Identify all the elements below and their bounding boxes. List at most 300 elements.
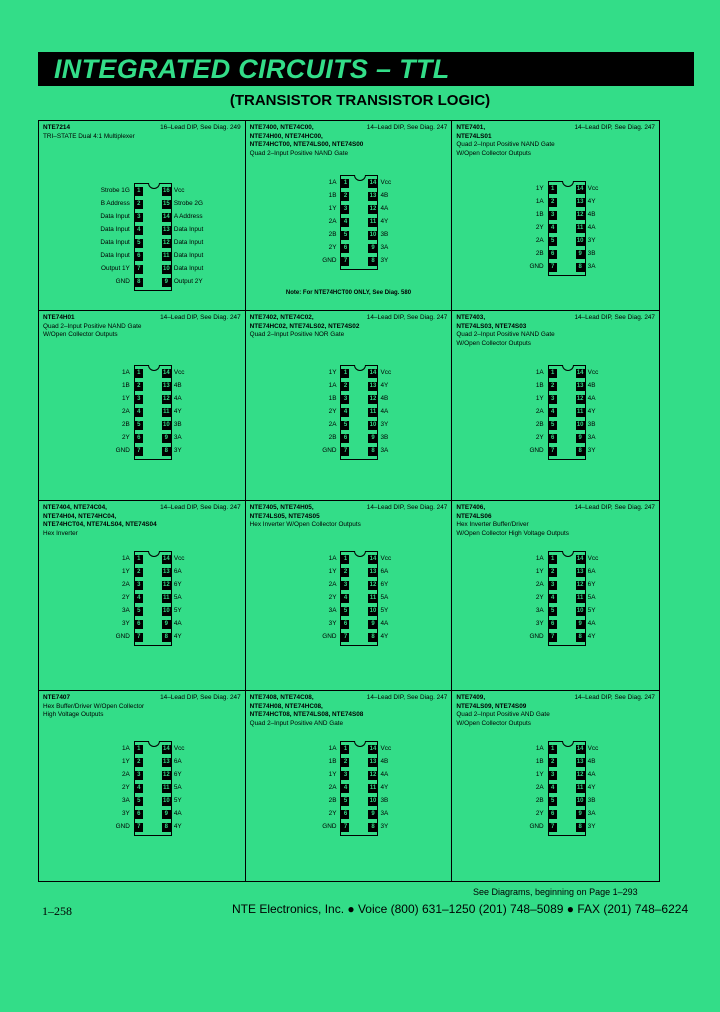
pin-number-left: 7 bbox=[135, 823, 143, 832]
pin-label-left: GND bbox=[115, 633, 130, 640]
pin-number-right: 14 bbox=[576, 746, 584, 752]
pin-row bbox=[474, 222, 638, 235]
pin-row bbox=[474, 553, 638, 566]
pin-row bbox=[474, 605, 638, 618]
pin-number-right: 8 bbox=[368, 823, 377, 832]
package-info: 16–Lead DIP, See Diag. 249 bbox=[160, 124, 241, 131]
pin-label-left: 1A bbox=[122, 555, 130, 562]
pin-number-right: 10 bbox=[369, 608, 377, 614]
pin-number-left: 1 bbox=[341, 555, 349, 564]
pin-number-left: 4 bbox=[549, 224, 557, 233]
pin-number-left: 4 bbox=[135, 408, 143, 417]
part-numbers: NTE7403, NTE74LS03, NTE74S03 bbox=[456, 314, 527, 330]
pinout-diagram bbox=[60, 185, 224, 289]
pin-number-left: 1 bbox=[135, 187, 143, 196]
pin-row bbox=[266, 203, 430, 216]
package-info: 14–Lead DIP, See Diag. 247 bbox=[160, 314, 241, 321]
pin-label-right: 3A bbox=[380, 447, 389, 454]
pin-label-right: 6Y bbox=[380, 581, 389, 588]
pin-label-right: 4A bbox=[173, 810, 182, 817]
ic-description: Hex Inverter Buffer/Driver W/Open Collector High Voltage Outputs bbox=[456, 521, 569, 537]
pin-number-right: 13 bbox=[369, 383, 377, 389]
pin-label-right: Output 2Y bbox=[173, 278, 203, 285]
pin-number-left: 5 bbox=[341, 231, 349, 240]
pin-number-right: 13 bbox=[576, 759, 584, 765]
pin-number-right: 11 bbox=[369, 785, 377, 791]
pin-label-right: 4Y bbox=[380, 633, 389, 640]
ic-cell bbox=[452, 501, 659, 691]
pin-number-right: 12 bbox=[369, 206, 377, 212]
pin-label-right: 3B bbox=[587, 797, 596, 804]
ic-cell bbox=[452, 121, 659, 311]
pin-label-left: 1Y bbox=[328, 568, 337, 575]
pin-label-right: 4Y bbox=[380, 218, 389, 225]
pin-number-right: 13 bbox=[162, 759, 170, 765]
pin-number-left: 6 bbox=[341, 244, 349, 253]
pin-label-right: Data Input bbox=[173, 252, 204, 259]
pin-label-right: 6Y bbox=[173, 581, 182, 588]
pin-label-right: Vcc bbox=[587, 369, 599, 376]
ic-description: Quad 2–Input Positive NOR Gate bbox=[249, 331, 345, 339]
pin-label-right: 3Y bbox=[380, 823, 389, 830]
ic-description: Quad 2–Input Positive AND Gate W/Open Collector Outputs bbox=[456, 711, 550, 727]
part-numbers: NTE7404, NTE74C04, NTE74H04, NTE74HC04, NTE74HCT04, NTE74LS04, NTE74S04 bbox=[43, 504, 157, 529]
pin-label-left: 1A bbox=[328, 179, 337, 186]
pin-number-right: 10 bbox=[162, 798, 170, 804]
pin-label-left: 2Y bbox=[122, 594, 130, 601]
pin-row bbox=[266, 631, 430, 644]
pin-row bbox=[60, 367, 224, 380]
pin-number-right: 13 bbox=[369, 569, 377, 575]
pin-label-left: 1A bbox=[122, 745, 130, 752]
pin-label-left: 1A bbox=[535, 369, 544, 376]
pin-number-left: 3 bbox=[341, 395, 349, 404]
pin-row bbox=[60, 380, 224, 393]
pin-row bbox=[60, 782, 224, 795]
pin-label-right: 3A bbox=[587, 810, 596, 817]
ic-header bbox=[43, 124, 241, 133]
pin-number-right: 13 bbox=[576, 569, 584, 575]
pin-number-right: 10 bbox=[576, 798, 584, 804]
pin-number-left: 1 bbox=[135, 555, 143, 564]
pin-number-left: 5 bbox=[549, 421, 557, 430]
pin-label-right: 4B bbox=[380, 758, 389, 765]
pin-label-left: 3Y bbox=[122, 620, 130, 627]
pin-label-left: 1Y bbox=[328, 205, 337, 212]
contact-line: NTE Electronics, Inc. ● Voice (800) 631–1250 (201) 748–5089 ● FAX (201) 748–6224 bbox=[232, 902, 689, 916]
ic-cell bbox=[246, 691, 453, 881]
pin-label-left: 1A bbox=[122, 369, 130, 376]
ic-description: Hex Inverter bbox=[43, 529, 78, 537]
pin-row bbox=[60, 553, 224, 566]
pin-number-right: 14 bbox=[162, 214, 170, 220]
pin-row bbox=[266, 393, 430, 406]
pin-row bbox=[266, 795, 430, 808]
pin-label-left: GND bbox=[322, 257, 337, 264]
pin-label-left: 2Y bbox=[535, 810, 544, 817]
pin-number-left: 5 bbox=[341, 607, 349, 616]
pin-row bbox=[266, 432, 430, 445]
package-info: 14–Lead DIP, See Diag. 247 bbox=[366, 504, 448, 511]
package-info: 14–Lead DIP, See Diag. 247 bbox=[366, 314, 448, 321]
pin-number-left: 6 bbox=[549, 434, 557, 443]
pin-row bbox=[266, 177, 430, 190]
pin-number-right: 11 bbox=[163, 595, 170, 601]
pin-number-left: 2 bbox=[135, 568, 143, 577]
pin-row bbox=[266, 553, 430, 566]
pin-number-right: 9 bbox=[368, 810, 377, 819]
pin-number-left: 2 bbox=[549, 382, 557, 391]
pin-row bbox=[60, 605, 224, 618]
pin-label-left: 1Y bbox=[535, 771, 544, 778]
pin-row bbox=[266, 566, 430, 579]
pin-row bbox=[60, 618, 224, 631]
pin-number-left: 6 bbox=[341, 434, 349, 443]
pin-row bbox=[474, 432, 638, 445]
pin-number-left: 2 bbox=[341, 758, 349, 767]
pin-number-left: 3 bbox=[135, 213, 143, 222]
pin-label-right: Vcc bbox=[173, 745, 185, 752]
pin-label-left: 2Y bbox=[535, 594, 544, 601]
pin-number-right: 10 bbox=[162, 422, 170, 428]
pin-number-left: 4 bbox=[135, 226, 143, 235]
pin-number-right: 9 bbox=[368, 244, 377, 253]
pin-number-right: 14 bbox=[162, 746, 170, 752]
pin-label-left: 1Y bbox=[122, 758, 130, 765]
pin-label-right: 3A bbox=[587, 434, 596, 441]
pin-row bbox=[474, 808, 638, 821]
pin-number-left: 7 bbox=[549, 823, 557, 832]
pin-label-left: B Address bbox=[100, 200, 130, 207]
pin-number-right: 9 bbox=[576, 810, 585, 819]
pin-number-left: 6 bbox=[135, 434, 143, 443]
pin-number-right: 8 bbox=[162, 823, 171, 832]
pin-number-left: 3 bbox=[549, 771, 557, 780]
pin-label-left: 2A bbox=[122, 581, 130, 588]
pin-number-right: 10 bbox=[576, 238, 584, 244]
pin-label-right: 6Y bbox=[587, 581, 596, 588]
pin-number-right: 11 bbox=[163, 785, 170, 791]
pin-number-right: 11 bbox=[163, 253, 170, 259]
pin-row bbox=[60, 419, 224, 432]
pin-label-right: 5Y bbox=[587, 607, 596, 614]
pin-row bbox=[266, 756, 430, 769]
pin-number-left: 7 bbox=[549, 633, 557, 642]
pin-label-right: 6A bbox=[587, 568, 596, 575]
pin-number-left: 4 bbox=[549, 408, 557, 417]
pin-label-right: 4A bbox=[587, 224, 596, 231]
pin-row bbox=[474, 261, 638, 274]
pin-number-left: 7 bbox=[549, 447, 557, 456]
pin-number-left: 2 bbox=[135, 758, 143, 767]
pin-label-right: 4A bbox=[587, 620, 596, 627]
pin-label-left: 1B bbox=[122, 382, 130, 389]
pin-number-left: 7 bbox=[135, 265, 143, 274]
pin-label-left: 1B bbox=[328, 192, 337, 199]
pin-label-left: 3Y bbox=[328, 620, 337, 627]
pin-label-left: 2A bbox=[535, 784, 544, 791]
pin-number-left: 2 bbox=[341, 382, 349, 391]
pin-label-left: 1Y bbox=[328, 369, 337, 376]
ic-header bbox=[456, 694, 655, 711]
pin-number-right: 8 bbox=[576, 263, 585, 272]
pin-number-right: 12 bbox=[576, 772, 584, 778]
pin-number-left: 3 bbox=[135, 771, 143, 780]
pin-label-right: 6Y bbox=[173, 771, 182, 778]
pin-label-right: 4Y bbox=[380, 784, 389, 791]
pin-row bbox=[60, 743, 224, 756]
pin-row bbox=[60, 198, 224, 211]
pin-row bbox=[60, 579, 224, 592]
pin-number-left: 1 bbox=[549, 555, 557, 564]
ic-description: Hex Inverter W/Open Collector Outputs bbox=[249, 521, 361, 529]
package-info: 14–Lead DIP, See Diag. 247 bbox=[574, 694, 655, 701]
ic-header bbox=[43, 314, 241, 323]
see-diagrams-note: See Diagrams, beginning on Page 1–293 bbox=[473, 887, 638, 897]
pin-label-right: 3Y bbox=[587, 823, 596, 830]
pin-label-left: 2B bbox=[122, 421, 130, 428]
ic-header bbox=[43, 694, 241, 703]
pin-number-left: 7 bbox=[135, 633, 143, 642]
pin-number-right: 9 bbox=[576, 434, 585, 443]
page-number: 1–258 bbox=[42, 904, 72, 918]
part-numbers: NTE7406, NTE74LS06 bbox=[456, 504, 492, 520]
pin-number-left: 5 bbox=[549, 797, 557, 806]
pin-row bbox=[60, 756, 224, 769]
pin-number-right: 16 bbox=[162, 188, 170, 194]
pin-label-right: 6A bbox=[173, 568, 182, 575]
ic-description: Quad 2–Input Positive NAND Gate W/Open Collector Outputs bbox=[456, 141, 555, 157]
pin-number-right: 14 bbox=[369, 180, 377, 186]
pin-row bbox=[266, 216, 430, 229]
pin-number-left: 4 bbox=[135, 784, 143, 793]
pin-number-right: 11 bbox=[369, 409, 377, 415]
pin-number-left: 5 bbox=[135, 239, 143, 248]
pin-label-right: 4A bbox=[173, 620, 182, 627]
pin-row bbox=[474, 419, 638, 432]
pin-number-right: 10 bbox=[162, 266, 170, 272]
ic-description: TRI–STATE Dual 4:1 Multiplexer bbox=[43, 132, 135, 140]
pin-number-left: 7 bbox=[341, 257, 349, 266]
pin-label-left: 2Y bbox=[122, 784, 130, 791]
pin-number-right: 12 bbox=[576, 582, 584, 588]
ic-description: Quad 2–Input Positive NAND Gate W/Open Collector Outputs bbox=[43, 322, 142, 339]
pin-label-left: 1A bbox=[535, 555, 544, 562]
pin-row bbox=[60, 445, 224, 458]
pin-label-left: 2A bbox=[328, 581, 337, 588]
pin-row bbox=[266, 367, 430, 380]
ic-cell bbox=[246, 121, 453, 311]
pin-number-left: 4 bbox=[341, 594, 349, 603]
pin-label-right: Vcc bbox=[587, 185, 599, 192]
pin-label-left: 2B bbox=[328, 797, 337, 804]
pin-label-right: 4Y bbox=[173, 823, 182, 830]
pin-number-right: 10 bbox=[369, 232, 377, 238]
pin-label-left: GND bbox=[529, 633, 544, 640]
pin-row bbox=[266, 743, 430, 756]
pin-number-right: 14 bbox=[369, 556, 377, 562]
pin-row bbox=[474, 406, 638, 419]
package-info: 14–Lead DIP, See Diag. 247 bbox=[160, 504, 241, 511]
pin-label-left: 1B bbox=[328, 395, 337, 402]
pin-number-left: 5 bbox=[135, 607, 143, 616]
pin-row bbox=[474, 367, 638, 380]
pin-row bbox=[60, 769, 224, 782]
pin-row bbox=[60, 276, 224, 289]
pin-number-left: 1 bbox=[549, 369, 557, 378]
pin-label-right: 5A bbox=[587, 594, 596, 601]
package-info: 14–Lead DIP, See Diag. 247 bbox=[366, 124, 448, 131]
pin-number-left: 6 bbox=[549, 250, 557, 259]
pin-number-right: 9 bbox=[162, 278, 171, 287]
pin-number-right: 14 bbox=[369, 370, 377, 376]
pin-row bbox=[474, 769, 638, 782]
ic-cell bbox=[39, 691, 246, 881]
pin-label-left: 2A bbox=[122, 771, 130, 778]
pin-label-right: 5Y bbox=[173, 607, 182, 614]
pin-number-right: 12 bbox=[576, 212, 584, 218]
ic-cell bbox=[246, 501, 453, 691]
pin-label-left: 1A bbox=[328, 745, 337, 752]
pin-row bbox=[60, 432, 224, 445]
part-numbers: NTE7405, NTE74H05, NTE74LS05, NTE74S05 bbox=[249, 504, 320, 520]
pin-row bbox=[474, 566, 638, 579]
pin-label-right: 3B bbox=[173, 421, 182, 428]
pin-label-left: 2Y bbox=[535, 434, 544, 441]
pin-label-left: 2B bbox=[535, 797, 544, 804]
pin-number-left: 5 bbox=[135, 421, 143, 430]
pin-row bbox=[60, 406, 224, 419]
pin-label-left: 3A bbox=[328, 607, 337, 614]
pin-number-right: 11 bbox=[369, 219, 377, 225]
pin-label-left: 1B bbox=[535, 382, 544, 389]
package-info: 14–Lead DIP, See Diag. 247 bbox=[366, 694, 448, 701]
pin-number-right: 12 bbox=[576, 396, 584, 402]
pin-label-right: Vcc bbox=[380, 745, 392, 752]
pin-label-left: 1B bbox=[535, 758, 544, 765]
pin-label-right: 4A bbox=[380, 205, 389, 212]
pin-label-left: 2A bbox=[122, 408, 130, 415]
pin-number-right: 13 bbox=[576, 199, 584, 205]
pin-label-right: 6A bbox=[173, 758, 182, 765]
ic-cell bbox=[452, 311, 659, 501]
pin-label-right: 4B bbox=[587, 382, 596, 389]
pin-number-right: 9 bbox=[162, 434, 171, 443]
pin-number-left: 6 bbox=[135, 252, 143, 261]
pin-label-right: Vcc bbox=[380, 179, 392, 186]
pin-label-left: Output 1Y bbox=[101, 265, 130, 272]
ic-header bbox=[456, 124, 655, 141]
pin-label-right: 4A bbox=[380, 408, 389, 415]
pin-label-left: Data Input bbox=[100, 239, 130, 246]
part-numbers: NTE7402, NTE74C02, NTE74HC02, NTE74LS02, NTE74S02 bbox=[249, 314, 360, 330]
page-subtitle: (TRANSISTOR TRANSISTOR LOGIC) bbox=[229, 92, 491, 109]
pin-number-left: 2 bbox=[549, 568, 557, 577]
pin-label-right: Vcc bbox=[380, 555, 392, 562]
pin-number-left: 1 bbox=[549, 185, 557, 194]
pin-label-left: GND bbox=[322, 823, 337, 830]
pin-label-right: Vcc bbox=[587, 555, 599, 562]
pin-label-right: 3Y bbox=[380, 421, 389, 428]
pin-number-left: 6 bbox=[549, 620, 557, 629]
pin-label-right: 4B bbox=[380, 395, 389, 402]
pin-number-left: 7 bbox=[341, 447, 349, 456]
pin-number-right: 11 bbox=[576, 225, 584, 231]
pin-label-left: 3Y bbox=[122, 810, 130, 817]
pin-row bbox=[60, 795, 224, 808]
pin-label-right: 4Y bbox=[587, 198, 596, 205]
pin-label-left: GND bbox=[115, 447, 130, 454]
pin-row bbox=[474, 445, 638, 458]
ic-header bbox=[250, 314, 448, 331]
pin-number-right: 8 bbox=[368, 447, 377, 456]
ic-cell bbox=[39, 121, 246, 311]
pin-number-left: 2 bbox=[549, 758, 557, 767]
pin-row bbox=[60, 631, 224, 644]
pin-label-right: Vcc bbox=[173, 555, 185, 562]
part-numbers: NTE7409, NTE74LS09, NTE74S09 bbox=[456, 694, 527, 710]
pin-number-right: 8 bbox=[368, 633, 377, 642]
pin-label-right: Data Input bbox=[173, 239, 204, 246]
ic-cell bbox=[246, 311, 453, 501]
pin-row bbox=[266, 821, 430, 834]
pin-number-left: 2 bbox=[135, 200, 143, 209]
pinout-diagram bbox=[266, 367, 430, 458]
pin-label-left: 1B bbox=[328, 758, 337, 765]
pin-label-left: GND bbox=[529, 447, 544, 454]
pin-label-left: 2Y bbox=[328, 594, 337, 601]
pin-number-left: 6 bbox=[135, 620, 143, 629]
pin-number-right: 13 bbox=[369, 759, 377, 765]
pin-label-left: 1B bbox=[535, 211, 544, 218]
pin-number-left: 3 bbox=[341, 581, 349, 590]
pin-label-right: A Address bbox=[173, 213, 203, 220]
pin-row bbox=[266, 406, 430, 419]
pin-row bbox=[266, 190, 430, 203]
ic-description: Quad 2–Input Positive AND Gate bbox=[249, 719, 344, 727]
pinout-diagram bbox=[474, 743, 638, 834]
pin-row bbox=[60, 211, 224, 224]
pin-number-left: 2 bbox=[135, 382, 143, 391]
pin-number-right: 9 bbox=[162, 810, 171, 819]
pin-label-right: Data Input bbox=[173, 226, 204, 233]
pin-label-left: 3A bbox=[122, 607, 130, 614]
pin-number-left: 3 bbox=[135, 581, 143, 590]
pin-number-left: 4 bbox=[341, 218, 349, 227]
pin-row bbox=[474, 380, 638, 393]
pin-label-left: 2A bbox=[328, 784, 337, 791]
pin-label-right: 5A bbox=[173, 594, 182, 601]
pin-number-right: 11 bbox=[576, 785, 584, 791]
pin-number-right: 12 bbox=[162, 240, 170, 246]
pin-row bbox=[266, 380, 430, 393]
pin-number-right: 8 bbox=[576, 447, 585, 456]
pin-number-right: 12 bbox=[369, 772, 377, 778]
pin-row bbox=[474, 592, 638, 605]
pin-label-right: 4Y bbox=[380, 382, 389, 389]
pinout-diagram bbox=[266, 553, 430, 644]
pin-number-right: 10 bbox=[576, 608, 584, 614]
pin-number-right: 13 bbox=[576, 383, 584, 389]
pinout-diagram bbox=[60, 553, 224, 644]
part-numbers: NTE74H01 bbox=[43, 314, 75, 321]
ic-description: Quad 2–Input Positive NAND Gate bbox=[249, 149, 349, 157]
part-numbers: NTE7401, NTE74LS01 bbox=[456, 124, 492, 140]
pin-label-left: 2Y bbox=[328, 244, 337, 251]
pinout-diagram bbox=[60, 367, 224, 458]
package-info: 14–Lead DIP, See Diag. 247 bbox=[160, 694, 241, 701]
pin-label-right: 3B bbox=[380, 231, 389, 238]
